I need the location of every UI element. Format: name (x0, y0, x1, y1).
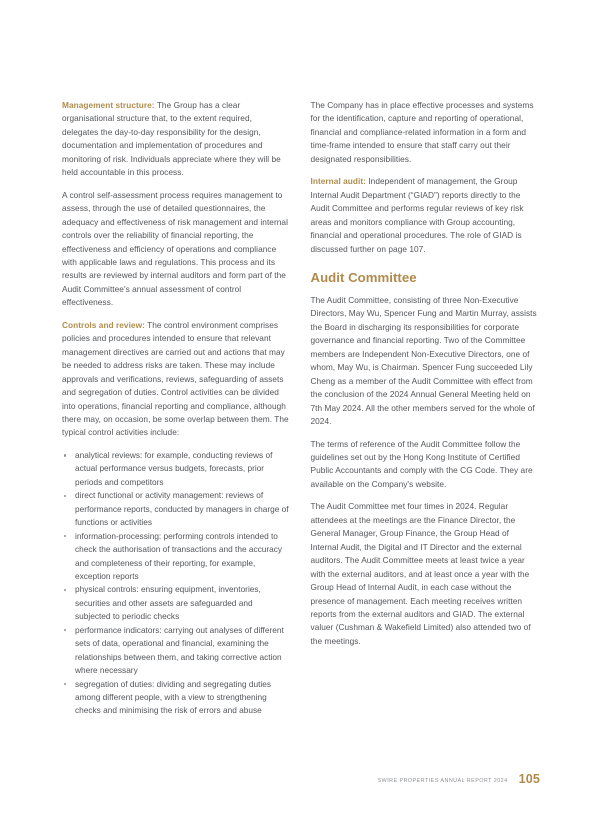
paragraph-text: A control self-assessment process requires management to assess, through the use of detailed questionnaires, the adequacy and effectiveness of risk management and internal controls over the reliability of financial reporting, the effectiveness and efficiency of operations and compliance with applicable laws and regulations. This process and its results are reviewed by internal auditors and form part of the Audit Committee's annual assessment of control effectiveness. (62, 189, 288, 308)
list-item: analytical reviews: for example, conducting reviews of actual performance versus budgets, forecasts, prior periods and competitors (62, 449, 290, 489)
paragraph-text: The Company has in place effective processes and systems for the identification, capture and reporting of operational, financial and compliance-related information in a form and time-frame intended to ensure that staff carry out their designated responsibilities. (310, 100, 534, 164)
page-footer (0, 772, 600, 798)
control-activities-list (62, 449, 290, 718)
paragraph-audit-committee-composition (311, 294, 539, 429)
paragraph-text: The control environment comprises policies and procedures intended to ensure that relevant management directives are carried out and actions that may be needed to address risks are taken. These may include approvals and verifications, reviews, safeguarding of assets and segregation of duties. Control activities can be divided into operations, financial reporting and compliance, although there may, on occasion, be some overlap between them. The typical control activities include: (62, 319, 289, 438)
paragraph-text: Independent of management, the Group Internal Audit Department (“GIAD”) reports directly to the Audit Committee and performs regular reviews of key risk areas and monitors compliance with Group accounting, financial and operational procedures. The role of GIAD is discussed further on page 107. (310, 176, 524, 254)
section-heading-audit-committee: Audit Committee (310, 269, 417, 285)
paragraph-text: The Audit Committee met four times in 2024. Regular attendees at the meetings are the Finance Director, the General Manager, Group Finance, the Group Head of Internal Audit, the Digital and IT Director and the external auditors. The Audit Committee meets at least twice a year with the external auditors, and at least once a year with the Group Head of Internal Audit, in each case without the presence of management. Each meeting receives written reports from the external auditors and GIAD. The external valuer (Cushman & Wakefield Limited) also attended two of the meetings. (310, 501, 531, 646)
paragraph-meetings (311, 500, 539, 648)
paragraph-control-self-assessment (62, 189, 290, 310)
left-column (62, 99, 290, 718)
paragraph-text: The terms of reference of the Audit Committee follow the guidelines set out by the Hong Kong Institute of Certified Public Accountants and comply with the CG Code. They are available on the Company's website. (310, 438, 533, 489)
paragraph-company-processes (311, 99, 539, 166)
paragraph-lead-label: Internal audit: (310, 176, 366, 187)
paragraph-terms-of-reference (311, 438, 539, 492)
paragraph-lead-label: Controls and review: (62, 319, 145, 330)
right-column (311, 99, 539, 648)
paragraph-internal-audit (311, 175, 539, 256)
list-item: physical controls: ensuring equipment, inventories, securities and other assets are safeguarded and subjected to periodic checks (62, 583, 290, 623)
paragraph-text: The Audit Committee, consisting of three Non-Executive Directors, May Wu, Spencer Fung and Martin Murray, assists the Board in discharging its responsibilities for corporate governance and financial reporting. Two of the Committee members are Independent Non-Executive Directors, one of whom, May Wu, is Chairman. Spencer Fung succeeded Lily Cheng as a member of the Audit Committee with effect from the conclusion of the 2024 Annual General Meeting held on 7th May 2024. All the other members served for the whole of 2024. (310, 294, 537, 427)
list-item: direct functional or activity management: reviews of performance reports, conducted by managers in charge of functions or activities (62, 489, 290, 529)
page-number: 105 (518, 772, 540, 786)
paragraph-management-structure (62, 99, 290, 180)
paragraph-controls-and-review (62, 319, 290, 440)
paragraph-text: The Group has a clear organisational structure that, to the extent required, delegates the day-to-day responsibility for the design, documentation and implementation of procedures and monitoring of risk. Individuals appreciate where they will be held accountable in this process. (62, 100, 281, 178)
two-column-content (62, 99, 538, 718)
paragraph-lead-label: Management structure: (62, 100, 155, 110)
list-item: information-processing: performing controls intended to check the authorisation of transactions and the accuracy and completeness of their reporting, for example, exception reports (62, 530, 290, 584)
footer-report-title: SWIRE PROPERTIES ANNUAL REPORT 2024 (377, 778, 508, 784)
list-item: segregation of duties: dividing and segregating duties among different people, with a view to strengthening checks and minimising the risk of errors and abuse (62, 678, 290, 718)
list-item: performance indicators: carrying out analyses of different sets of data, operational and financial, examining the relationships between them, and taking corrective action where necessary (62, 624, 290, 678)
